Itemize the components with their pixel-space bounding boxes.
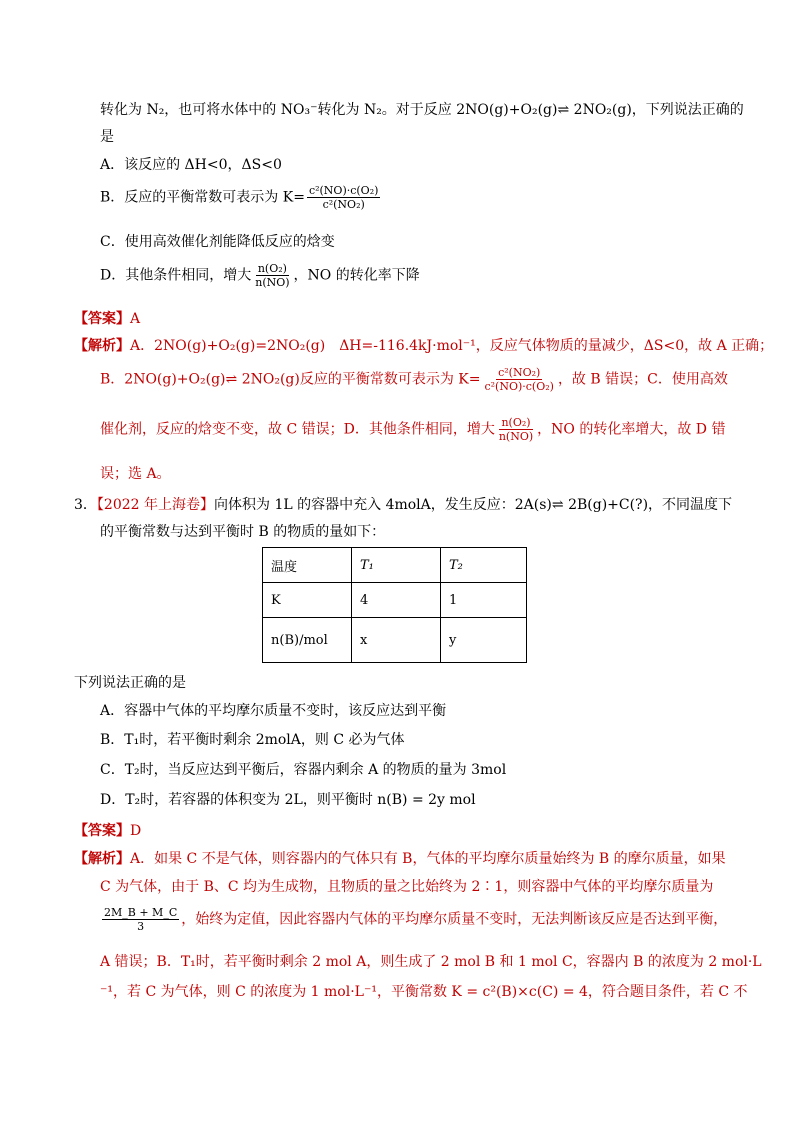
- fraction-numerator: c²(NO₂): [498, 366, 541, 379]
- table-row: [263, 548, 527, 583]
- analysis-text: A．2NO(g)+O₂(g)=2NO₂(g) ΔH=-116.4kJ·mol⁻¹，反应气体物质的量减少，ΔS<0，故 A 正确；: [130, 338, 774, 354]
- analysis-tag: 【解析】: [74, 851, 130, 867]
- fraction-denominator: n(NO): [255, 276, 290, 289]
- q3-option-a: A．容器中气体的平均摩尔质量不变时，该反应达到平衡: [100, 703, 447, 719]
- fraction-denominator: n(NO): [498, 430, 534, 443]
- answer-tag: 【答案】: [74, 823, 130, 839]
- analysis-tag: 【解析】: [74, 338, 130, 354]
- q2-stem-line2: 是: [100, 129, 114, 145]
- q2-option-d-fraction: [253, 262, 291, 289]
- molar-mass-fraction: [102, 906, 179, 933]
- q2-stem-line1: 转化为 N₂，也可将水体中的 NO₃⁻转化为 N₂。对于反应 2NO(g)+O₂(g)⇌ 2NO₂(g)，下列说法正确的: [100, 102, 744, 118]
- analysis-text: B．2NO(g)+O₂(g)⇌ 2NO₂(g)反应的平衡常数可表示为 K=: [100, 371, 481, 388]
- q3-prompt: 下列说法正确的是: [74, 675, 186, 691]
- table-cell: n(B)/mol: [263, 618, 352, 663]
- q3-option-b: B．T₁时，若平衡时剩余 2molA，则 C 必为气体: [100, 732, 405, 748]
- analysis-text: 催化剂，反应的焓变不变，故 C 错误；D．其他条件相同，增大: [100, 421, 495, 438]
- q2-answer: [74, 308, 140, 328]
- table-header-t1: T₁: [352, 548, 441, 583]
- q2-analysis-line2: [100, 366, 728, 393]
- q2-option-b-fraction: [307, 184, 380, 211]
- analysis-text: ，NO 的转化率增大，故 D 错: [537, 421, 726, 438]
- fraction-numerator: c²(NO)·c(O₂): [308, 184, 379, 197]
- fraction-numerator: n(O₂): [501, 416, 531, 429]
- q3-analysis-line1: [74, 848, 726, 868]
- q2-analysis-line1: [74, 335, 773, 355]
- fraction-denominator: c²(NO₂): [322, 198, 365, 211]
- question-text: 向体积为 1L 的容器中充入 4molA，发生反应：2A(s)⇌ 2B(g)+C(?)，不同温度下: [214, 497, 733, 513]
- q2-option-b-text: B．反应的平衡常数可表示为 K=: [100, 189, 305, 206]
- q3-analysis-line2: C 为气体，由于 B、C 均为生成物，且物质的量之比始终为 2∶1，则容器中气体的平均摩尔质量为: [100, 879, 714, 895]
- q2-option-a: A．该反应的 ΔH<0，ΔS<0: [100, 157, 282, 173]
- analysis-fraction: [482, 366, 555, 393]
- question-number: 3．: [74, 497, 97, 513]
- q3-stem-line1: [74, 494, 732, 514]
- equilibrium-table: [262, 547, 527, 663]
- question-source: 【2022 年上海卷】: [96, 497, 215, 513]
- q3-answer: [74, 820, 141, 840]
- answer-value: D: [130, 823, 142, 839]
- q3-option-d: D．T₂时，若容器的体积变为 2L，则平衡时 n(B) = 2y mol: [100, 792, 476, 808]
- table-cell: 4: [352, 583, 441, 618]
- analysis-fraction: [497, 416, 535, 443]
- table-cell: y: [441, 618, 527, 663]
- fraction-numerator: n(O₂): [257, 262, 287, 275]
- q2-option-d: [100, 262, 420, 289]
- q2-option-d-text: D．其他条件相同，增大: [100, 267, 252, 284]
- q3-stem-line2: 的平衡常数与达到平衡时 B 的物质的量如下：: [100, 524, 386, 540]
- answer-value: A: [130, 311, 141, 327]
- table-cell: 1: [441, 583, 527, 618]
- table-row: [263, 583, 527, 618]
- analysis-text: ，故 B 错误；C．使用高效: [557, 371, 728, 388]
- q2-option-d-tail: ，NO 的转化率下降: [293, 267, 420, 284]
- answer-tag: 【答案】: [74, 311, 130, 327]
- table-cell: x: [352, 618, 441, 663]
- table-header-temp: 温度: [263, 548, 352, 583]
- fraction-denominator: 3: [137, 920, 145, 933]
- analysis-text: ，始终为定值，因此容器内气体的平均摩尔质量不变时，无法判断该反应是否达到平衡，: [181, 911, 728, 928]
- fraction-numerator: 2M_B + M_C: [104, 906, 178, 919]
- q3-analysis-line4: A 错误；B．T₁时，若平衡时剩余 2 mol A，则生成了 2 mol B 和 1 mol C，容器内 B 的浓度为 2 mol·L: [100, 954, 762, 970]
- q2-option-c: C．使用高效催化剂能降低反应的焓变: [100, 234, 335, 250]
- q2-analysis-line4: 误；选 A。: [100, 466, 171, 482]
- q2-analysis-line3: [100, 416, 725, 443]
- table-cell: K: [263, 583, 352, 618]
- q3-option-c: C．T₂时，当反应达到平衡后，容器内剩余 A 的物质的量为 3mol: [100, 762, 507, 778]
- q3-analysis-line3: [100, 906, 727, 933]
- table-header-t2: T₂: [441, 548, 527, 583]
- analysis-text: A．如果 C 不是气体，则容器内的气体只有 B，气体的平均摩尔质量始终为 B 的摩尔质量，如果: [130, 851, 726, 867]
- table-row: [263, 618, 527, 663]
- fraction-denominator: c²(NO)·c(O₂): [484, 380, 554, 393]
- q2-option-b: [100, 184, 382, 211]
- q3-analysis-line5: ⁻¹，若 C 为气体，则 C 的浓度为 1 mol·L⁻¹，平衡常数 K = c²(B)×c(C) = 4，符合题目条件，若 C 不: [100, 984, 748, 1000]
